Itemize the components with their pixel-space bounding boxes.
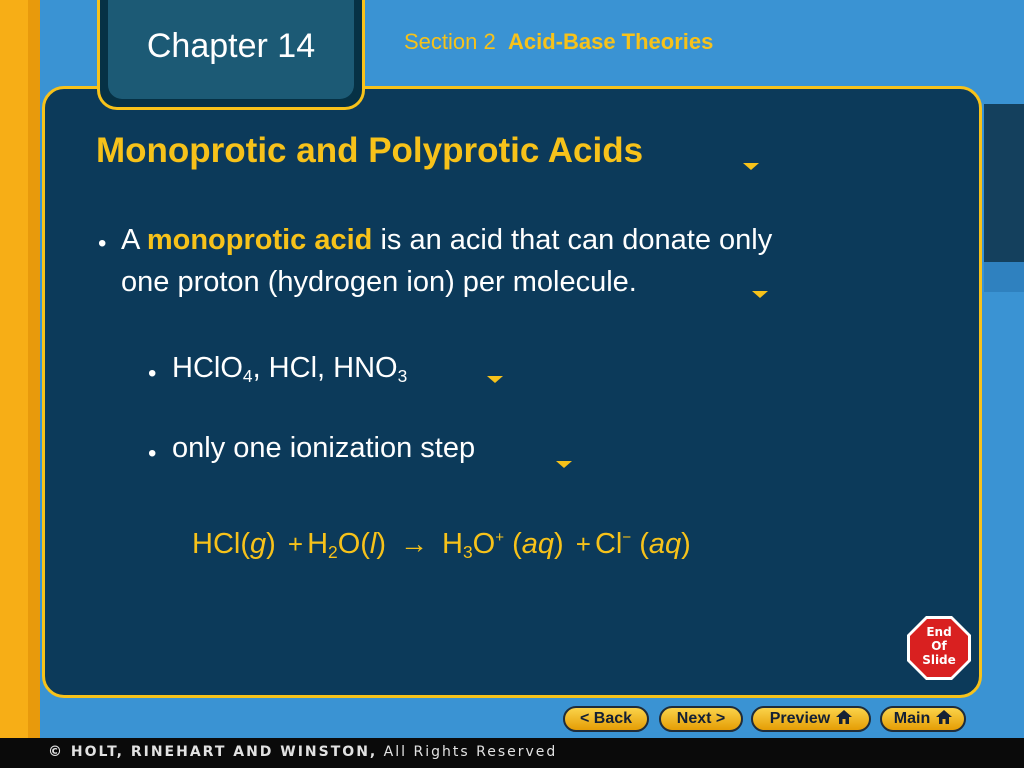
copyright-brand: © HOLT, RINEHART AND WINSTON, <box>48 744 378 760</box>
eq-state: l <box>369 528 377 560</box>
next-label: Next > <box>676 710 726 727</box>
next-button[interactable] <box>659 706 743 732</box>
eq-superscript: + <box>495 529 505 546</box>
eq-part: H <box>442 528 463 560</box>
section-title: Acid-Base Theories <box>507 29 714 54</box>
end-slide-line: End <box>926 625 952 639</box>
bullet-text-line1 <box>121 219 772 261</box>
eq-part: HCl( <box>192 528 250 560</box>
chemical-equation <box>192 528 691 561</box>
right-stripe <box>984 104 1024 262</box>
main-label: Main <box>893 710 931 727</box>
formula-subscript: 3 <box>397 366 408 386</box>
preview-button[interactable] <box>751 706 871 732</box>
sub-bullet-dot: • <box>148 440 157 467</box>
eq-part: ) <box>376 528 387 560</box>
house-icon <box>936 710 952 729</box>
eq-plus: + <box>575 529 591 559</box>
end-slide-label <box>906 625 972 667</box>
eq-subscript: 2 <box>328 542 338 562</box>
section-number: Section 2 <box>404 29 496 54</box>
eq-state: aq <box>648 528 682 560</box>
eq-plus: + <box>287 529 304 559</box>
end-of-slide-button[interactable] <box>906 615 972 681</box>
eq-subscript: 3 <box>462 542 473 562</box>
eq-part: ) <box>681 528 691 560</box>
back-button[interactable] <box>563 706 649 732</box>
eq-state: g <box>250 528 267 560</box>
copyright-rest: All Rights Reserved <box>377 744 558 760</box>
slide-title: Monoprotic and Polyprotic Acids <box>96 131 644 170</box>
bullet-dot: • <box>98 230 107 257</box>
left-accent-shade <box>28 0 40 738</box>
back-label: < Back <box>579 710 633 727</box>
eq-part: ) <box>266 528 276 560</box>
sub-bullet-text: only one ionization step <box>172 432 476 464</box>
main-button[interactable] <box>880 706 966 732</box>
content-panel <box>42 86 982 698</box>
arrow-down-icon[interactable] <box>752 291 768 298</box>
eq-arrow: → <box>400 528 429 559</box>
arrow-down-icon[interactable] <box>487 376 503 383</box>
eq-part: H <box>307 528 329 560</box>
arrow-down-icon[interactable] <box>743 163 759 170</box>
eq-part: O( <box>337 528 370 560</box>
sub-bullet-dot: • <box>148 360 157 387</box>
bullet-prefix: A <box>121 224 147 256</box>
key-term: monoprotic acid <box>146 224 373 256</box>
house-icon <box>836 710 852 729</box>
eq-part: O <box>472 528 496 560</box>
eq-superscript: − <box>622 529 632 546</box>
formula-part: HClO <box>172 352 243 384</box>
bullet-line1-suffix: is an acid that can donate only <box>372 224 773 256</box>
right-stripe-light <box>984 262 1024 292</box>
copyright-notice <box>48 744 557 760</box>
end-slide-line: Slide <box>922 653 956 667</box>
eq-state: aq <box>521 528 555 560</box>
eq-part: ( <box>631 528 649 560</box>
sub-bullet-formulas <box>172 347 407 389</box>
chapter-tab <box>97 0 365 110</box>
bullet-text-line2: one proton (hydrogen ion) per molecule. <box>121 266 637 298</box>
preview-label: Preview <box>769 710 831 727</box>
eq-part: ( <box>504 528 522 560</box>
eq-part: ) <box>554 528 564 560</box>
arrow-down-icon[interactable] <box>556 461 572 468</box>
chapter-label: Chapter 14 <box>146 27 316 65</box>
end-slide-line: Of <box>931 639 947 653</box>
section-heading <box>404 29 713 55</box>
formula-part: , HCl, HNO <box>252 352 398 384</box>
formula-subscript: 4 <box>242 366 253 386</box>
eq-part: Cl <box>594 528 623 560</box>
